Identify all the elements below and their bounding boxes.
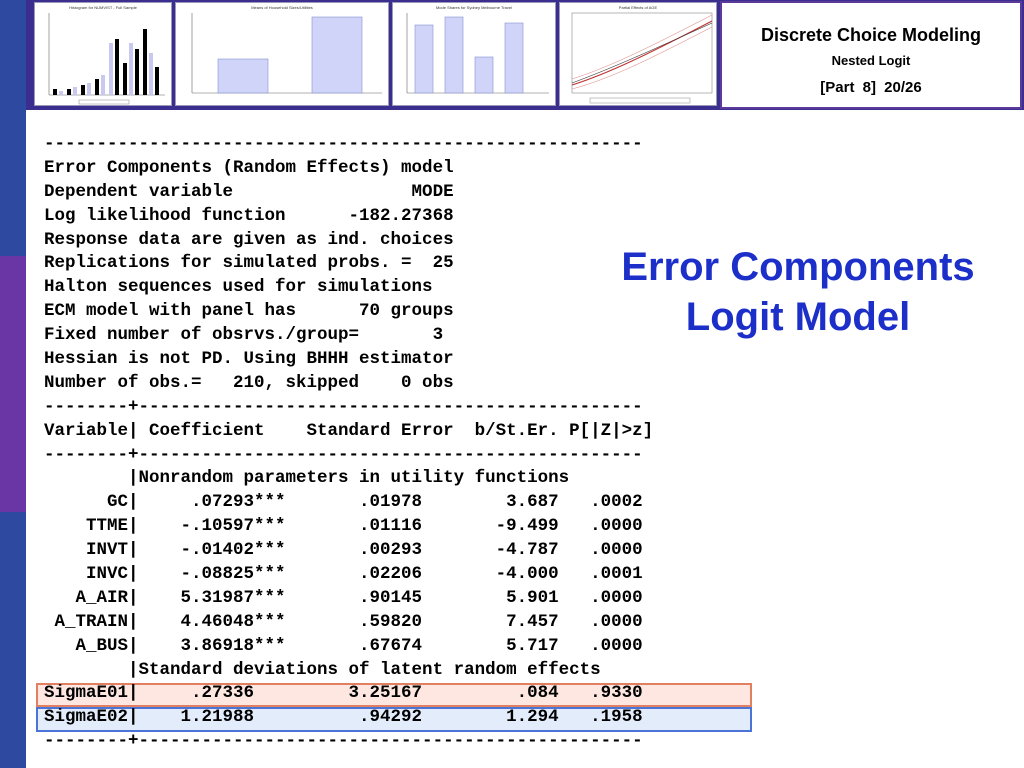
partial-effects-chart xyxy=(560,3,717,106)
thumbnail-title: Histogram for NUMVIST - Full Sample xyxy=(69,5,137,10)
output-line: ECM model with panel has 70 groups xyxy=(44,301,454,322)
slide-number: [Part 8] 20/26 xyxy=(820,79,922,96)
slide-heading xyxy=(574,242,1022,342)
histogram-chart xyxy=(35,3,172,106)
output-line: A_BUS| 3.86918*** .67674 5.717 .0000 xyxy=(44,635,643,656)
output-line: Number of obs.= 210, skipped 0 obs xyxy=(44,372,454,393)
output-line: A_TRAIN| 4.46048*** .59820 7.457 .0000 xyxy=(44,611,643,632)
header-band xyxy=(26,0,1024,110)
slide-heading-line2: Logit Model xyxy=(685,295,911,339)
model-output-listing xyxy=(44,133,653,754)
left-color-bar xyxy=(0,0,26,768)
thumbnail-title: Mode Shares for Sydney Melbourne Travel xyxy=(435,5,513,10)
output-line: INVT| -.01402*** .00293 -4.787 .0000 xyxy=(44,540,643,561)
output-line: --------+------------------------------------------------ xyxy=(44,444,643,465)
output-line: --------+------------------------------------------------ xyxy=(44,731,643,752)
slide-title-box xyxy=(720,1,1022,109)
output-line: --------+------------------------------------------------ xyxy=(44,396,643,417)
output-line: Hessian is not PD. Using BHHH estimator xyxy=(44,349,454,370)
output-line: GC| .07293*** .01978 3.687 .0002 xyxy=(44,492,643,513)
sidebar-segment-bottom xyxy=(0,512,26,768)
output-line: SigmaE02| 1.21988 .94292 1.294 .1958 xyxy=(44,707,643,728)
thumbnail-title: Means of Household Sizes/Utilities xyxy=(251,5,313,10)
thumbnail-histogram xyxy=(34,2,172,106)
topic-subtitle: Nested Logit xyxy=(831,53,911,68)
output-line: Dependent variable MODE xyxy=(44,181,454,202)
output-line: |Standard deviations of latent random effects xyxy=(44,659,601,680)
thumbnail-bar-chart xyxy=(175,2,389,106)
sidebar-segment-middle xyxy=(0,256,26,512)
output-line: Replications for simulated probs. = 25 xyxy=(44,253,454,274)
slide-heading-line1: Error Components xyxy=(621,245,975,289)
output-line: Variable| Coefficient Standard Error b/St.Er. P[|Z|>z] xyxy=(44,420,654,441)
thumbnail-title: Partial Effects of AGE xyxy=(618,5,658,10)
thumbnail-partial-effects xyxy=(559,2,717,106)
output-line: A_AIR| 5.31987*** .90145 5.901 .0000 xyxy=(44,587,643,608)
course-title: Discrete Choice Modeling xyxy=(760,25,982,45)
output-line: Log likelihood function -182.27368 xyxy=(44,205,454,226)
bar-chart xyxy=(176,3,389,106)
output-line: Error Components (Random Effects) model xyxy=(44,157,454,178)
output-line: Fixed number of obsrvs./group= 3 xyxy=(44,325,444,346)
output-line: |Nonrandom parameters in utility functions xyxy=(44,468,570,489)
output-line: Halton sequences used for simulations xyxy=(44,277,433,298)
output-line: TTME| -.10597*** .01116 -9.499 .0000 xyxy=(44,516,643,537)
output-line: --------------------------------------------------------- xyxy=(44,134,643,154)
output-line: INVC| -.08825*** .02206 -4.000 .0001 xyxy=(44,564,643,585)
mode-share-chart xyxy=(393,3,556,106)
output-line: Response data are given as ind. choices xyxy=(44,229,454,250)
sidebar-segment-top xyxy=(0,0,26,256)
thumbnail-mode-shares xyxy=(392,2,556,106)
output-line: SigmaE01| .27336 3.25167 .084 .9330 xyxy=(44,683,643,704)
